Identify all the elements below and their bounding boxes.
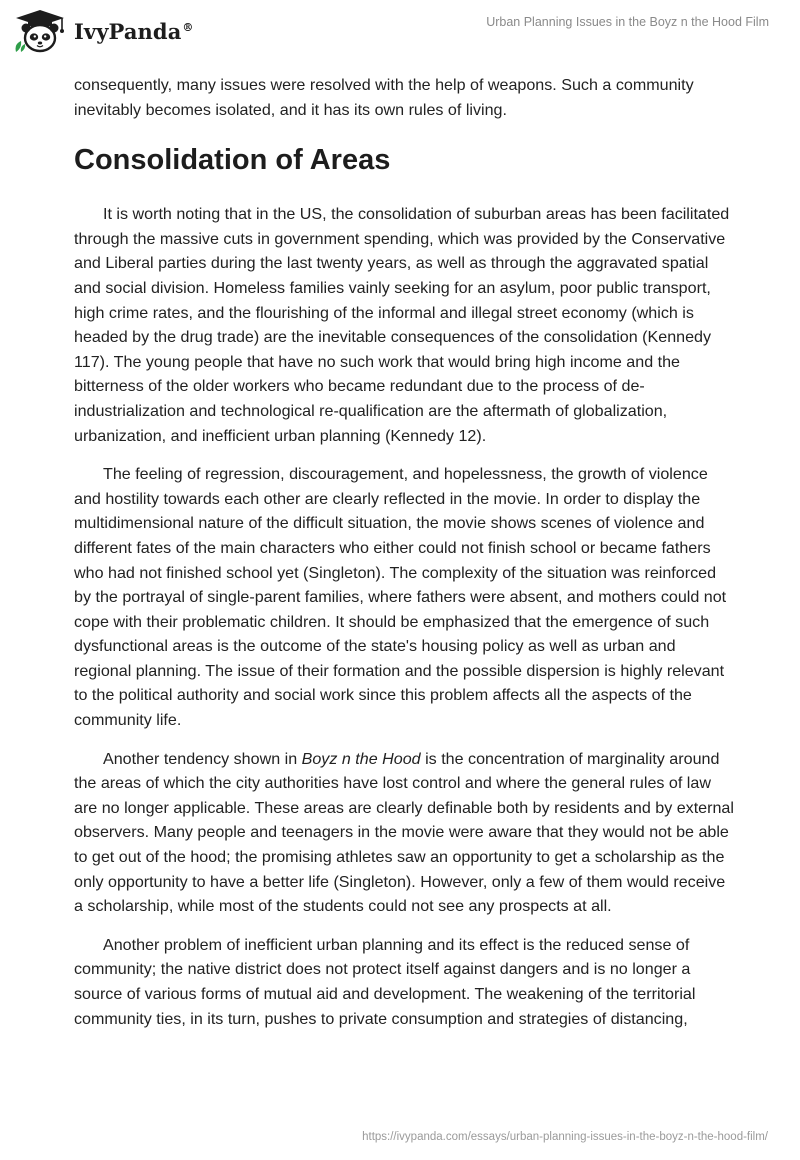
ivypanda-logo[interactable] xyxy=(12,6,194,56)
paragraph-4: Another problem of inefficient urban planning and its effect is the reduced sense of community; the native district does not protect itself against dangers and is no longer a source of various forms of mutual aid and development. The weakening of the territorial community ties, in its turn, pushes to private consumption and strategies of distancing, xyxy=(74,935,696,1028)
paragraph-2: The feeling of regression, discouragement, and hopelessness, the growth of violence and hostility towards each other are clearly reflected in the movie. In order to display the multidimensional nature of the difficult situation, the movie shows scenes of violence and different fates of the main characters who either could not finish school or became fathers who had not finished school yet (Singleton). The complexity of the situation was reinforced by the portrayal of single-parent families, where fathers were absent, and mothers could not cope with their problematic children. It should be emphasized that the emergence of such dysfunctional areas is the outcome of the state's housing policy as well as urban and regional planning. The issue of their formation and the possible dispersion is highly relevant to the political authority and social work since this problem affects all the aspects of the community life. xyxy=(74,465,727,730)
panda-graduate-icon xyxy=(12,8,68,54)
source-url[interactable]: https://ivypanda.com/essays/urban-planning-issues-in-the-boyz-n-the-hood-film/ xyxy=(362,1131,768,1143)
film-title-emphasis: Boyz n the Hood xyxy=(301,749,421,768)
paragraph-1: It is worth noting that in the US, the consolidation of suburban areas has been facilitated through the massive cuts in government spending, which was provided by the Conservative and Liberal parties during the last twenty years, as well as through the aggravated spatial and social division. Homeless families vainly seeking for an asylum, poor public transport, high crime rates, and the flourishing of the informal and illegal street economy (which is headed by the drug trade) are the inevitable consequences of the consolidation (Kennedy 117). The young people that have no such work that would bring high income and the bitterness of the older workers who became redundant due to the process of de-industrialization and technological re-qualification are the aftermath of globalization, urbanization, and inefficient urban planning (Kennedy 12). xyxy=(74,205,730,445)
section-heading: Consolidation of Areas xyxy=(74,144,391,177)
paragraph-intro: consequently, many issues were resolved with the help of weapons. Such a community inevitably becomes isolated, and it has its own rules of living. xyxy=(74,76,694,119)
article-body xyxy=(74,73,734,1045)
document-title: Urban Planning Issues in the Boyz n the Hood Film xyxy=(486,15,769,29)
logo-text: IvyPanda® xyxy=(74,18,194,44)
page-header xyxy=(0,0,800,62)
paragraph-3: Another tendency shown in Boyz n the Hood is the concentration of marginality around the areas of which the city authorities have lost control and where the general rules of law are no longer applicable. These areas are clearly definable both by residents and by external observers. Many people and teenagers in the movie were aware that they would not be able to get out of the hood; the promising athletes saw an opportunity to get a scholarship as the only opportunity to have a better life (Singleton). However, only a few of them would receive a scholarship, while most of the students could not see any prospects at all. xyxy=(74,749,734,916)
